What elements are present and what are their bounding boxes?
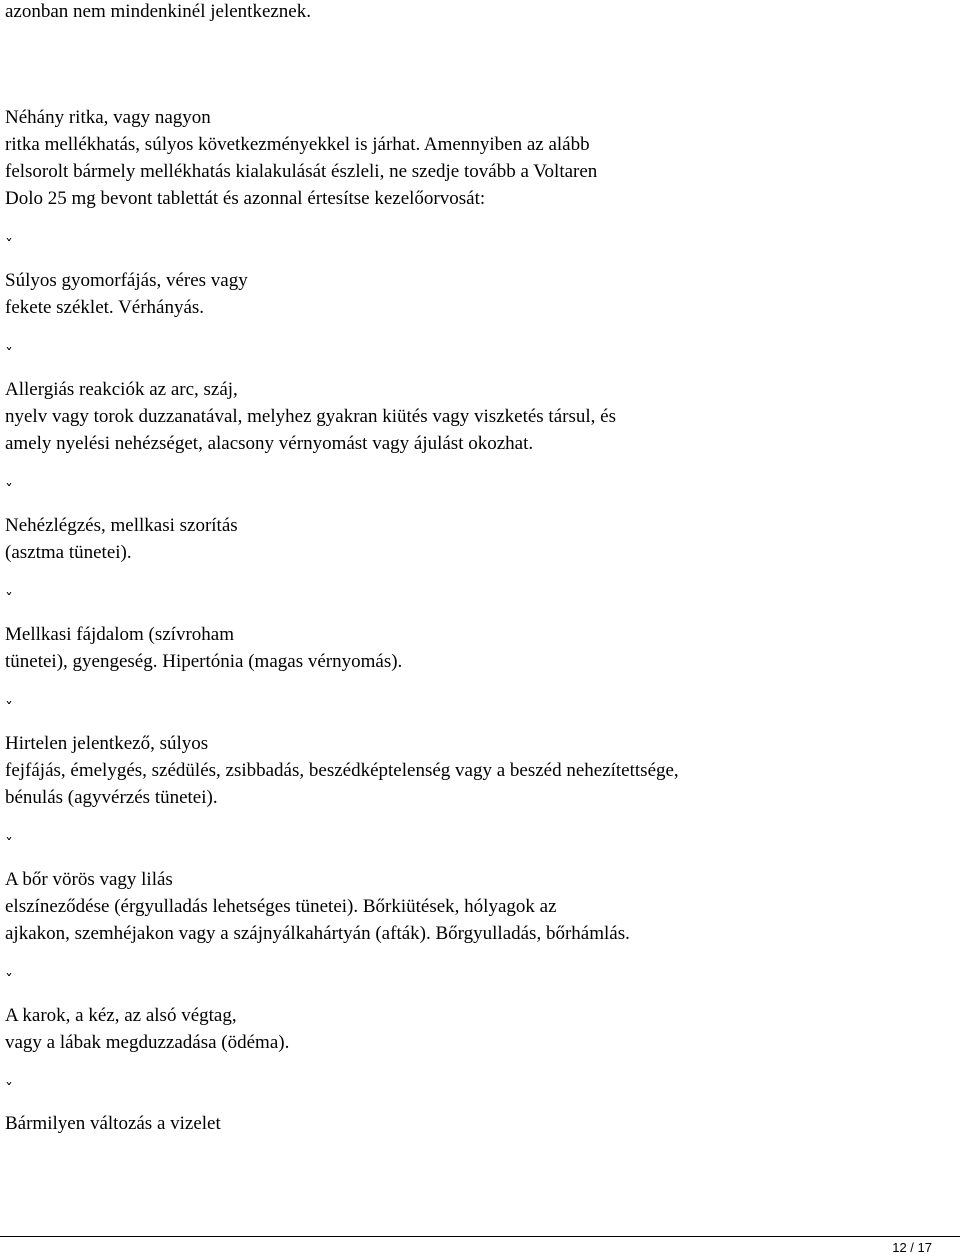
list-item-line: bénulás (agyvérzés tünetei). [5, 787, 218, 808]
list-item-line: nyelv vagy torok duzzanatával, melyhez gyakran kiütés vagy viszketés társul, és [5, 406, 616, 427]
intro-line: Dolo 25 mg bevont tablettát és azonnal értesítse kezelőorvosát: [5, 188, 486, 209]
list-bullet-icon: ˇ [5, 590, 13, 609]
list-item-line: Hirtelen jelentkező, súlyos [5, 733, 209, 754]
intro-line: ritka mellékhatás, súlyos következményekkel is járhat. Amennyiben az alább [5, 134, 590, 155]
list-item-line: Nehézlégzés, mellkasi szorítás [5, 515, 238, 536]
list-item-line: Mellkasi fájdalom (szívroham [5, 624, 234, 645]
list-item-line: elszíneződése (érgyulladás lehetséges tünetei). Bőrkiütések, hólyagok az [5, 896, 557, 917]
list-item-line: Bármilyen változás a vizelet [5, 1113, 221, 1134]
list-item-line: vagy a lábak megduzzadása (ödéma). [5, 1032, 290, 1053]
page-number: 12 / 17 [892, 1240, 932, 1255]
list-bullet-icon: ˇ [5, 835, 13, 854]
list-item-line: amely nyelési nehézséget, alacsony vérnyomást vagy ájulást okozhat. [5, 433, 534, 454]
intro-line: felsorolt bármely mellékhatás kialakulását észleli, ne szedje tovább a Voltaren [5, 161, 598, 182]
list-item-line: fejfájás, émelygés, szédülés, zsibbadás, beszédképtelenség vagy a beszéd nehezítettsége, [5, 760, 679, 781]
list-item-line: fekete széklet. Vérhányás. [5, 297, 205, 318]
list-item-line: A karok, a kéz, az alsó végtag, [5, 1005, 237, 1026]
list-bullet-icon: ˇ [5, 236, 13, 255]
list-item-line: Allergiás reakciók az arc, száj, [5, 379, 238, 400]
list-item-line: ajkakon, szemhéjakon vagy a szájnyálkahártyán (afták). Bőrgyulladás, bőrhámlás. [5, 923, 630, 944]
list-bullet-icon: ˇ [5, 481, 13, 500]
list-item-line: (asztma tünetei). [5, 542, 132, 563]
list-bullet-icon: ˇ [5, 971, 13, 990]
list-item-line: tünetei), gyengeség. Hipertónia (magas vérnyomás). [5, 651, 403, 672]
list-item-line: A bőr vörös vagy lilás [5, 869, 173, 890]
continuation-text: azonban nem mindenkinél jelentkeznek. [5, 1, 311, 22]
intro-line: Néhány ritka, vagy nagyon [5, 107, 211, 128]
footer-divider [0, 1236, 960, 1237]
list-bullet-icon: ˇ [5, 345, 13, 364]
list-bullet-icon: ˇ [5, 699, 13, 718]
list-bullet-icon: ˇ [5, 1080, 13, 1099]
list-item-line: Súlyos gyomorfájás, véres vagy [5, 270, 248, 291]
